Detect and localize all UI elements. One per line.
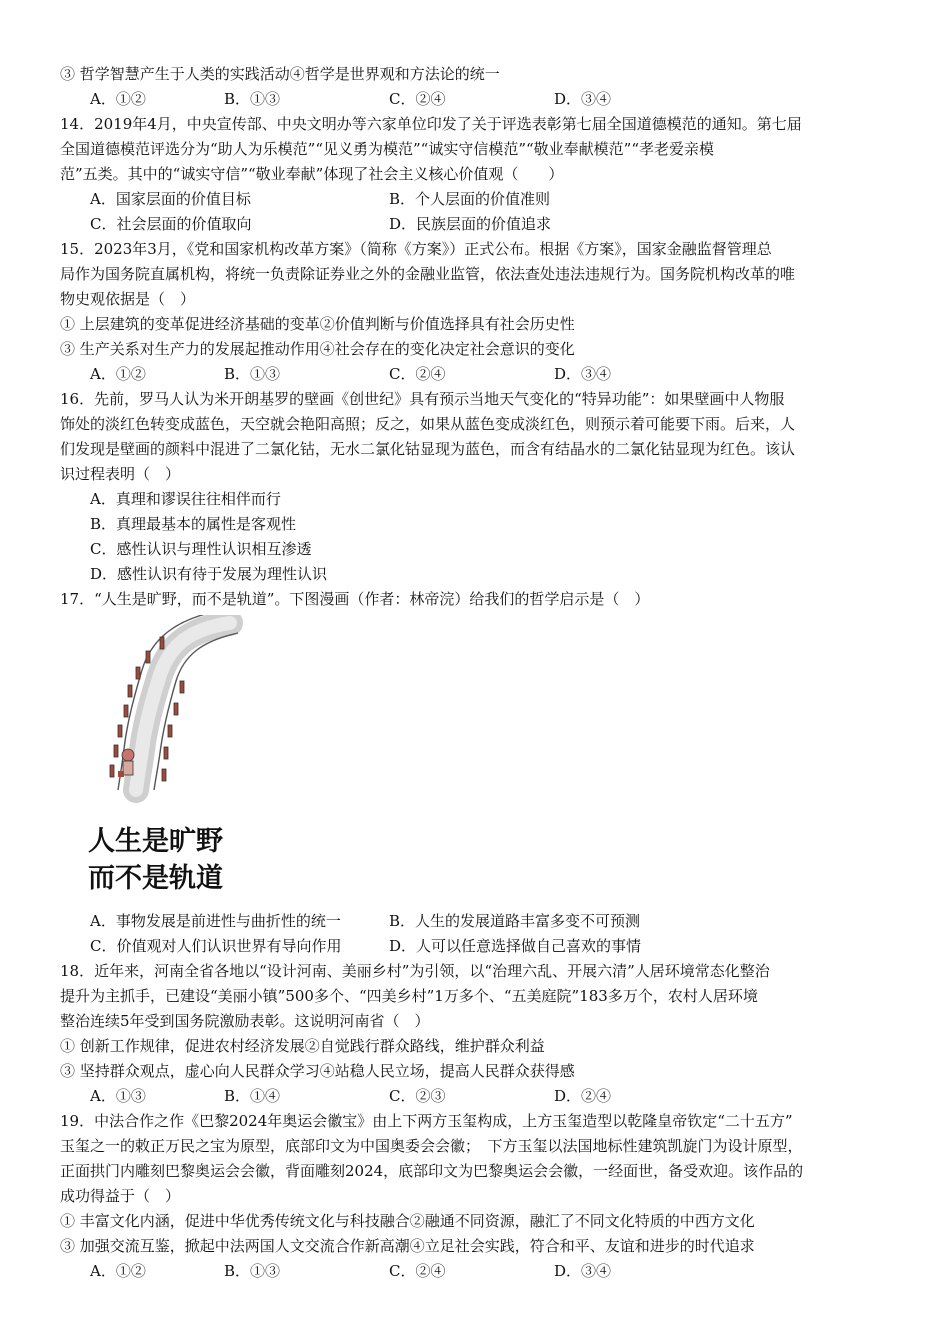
q17-options-row2	[0, 934, 950, 959]
q13-options	[0, 87, 950, 112]
q19-option-d[interactable]: D．③④	[554, 1262, 612, 1280]
q15-statement-line: ① 上层建筑的变革促进经济基础的变革②价值判断与价值选择具有社会历史性	[60, 315, 575, 333]
q17-option-a[interactable]: A．事物发展是前进性与曲折性的统一	[90, 912, 341, 930]
q15-option-d[interactable]: D．③④	[554, 365, 612, 383]
q14-option-d[interactable]: D．民族层面的价值追求	[389, 215, 552, 233]
q15-options	[0, 362, 950, 387]
figure-body	[123, 761, 133, 775]
q14-options-row2	[0, 212, 950, 237]
q18-option-d[interactable]: D．②④	[554, 1087, 612, 1105]
q15-option-b[interactable]: B．①③	[224, 365, 281, 383]
q18-stem-line: 整治连续5年受到国务院激励表彰。这说明河南省（ ）	[60, 1012, 430, 1030]
q16-stem-line: 饰处的淡红色转变成蓝色，天空就会艳阳高照；反之，如果从蓝色变成淡红色，则预示着可能要下雨。后来，人	[60, 415, 796, 433]
q13-option-d[interactable]: D．③④	[554, 90, 612, 108]
cartoon-caption-line2: 而不是轨道	[88, 863, 223, 894]
q14-options-row1	[0, 187, 950, 212]
q18-statement-line: ③ 坚持群众观点，虚心向人民群众学习④站稳人民立场，提高人民群众获得感	[60, 1062, 575, 1080]
q17-options-row1	[0, 909, 950, 934]
q14-option-a[interactable]: A．国家层面的价值目标	[90, 190, 251, 208]
q17-option-b[interactable]: B．人生的发展道路丰富多变不可预测	[389, 912, 641, 930]
q17-option-d[interactable]: D．人可以任意选择做自己喜欢的事情	[389, 937, 642, 955]
q19-stem-line: 正面拱门内雕刻巴黎奥运会会徽，背面雕刻2024，底部印文为巴黎奥运会会徽，一经面世，备受欢迎。该作品的	[60, 1162, 804, 1180]
q18-statement-line: ① 创新工作规律，促进农村经济发展②自觉践行群众路线，维护群众利益	[60, 1037, 545, 1055]
cartoon-illustration	[70, 615, 300, 905]
q18-option-c[interactable]: C．②③	[389, 1087, 446, 1105]
q19-stem-line: 19．中法合作之作《巴黎2024年奥运会徽宝》由上下两方玉玺构成，上方玉玺造型以乾隆皇帝钦定“二十五方”	[60, 1112, 793, 1130]
q17-stem-line: 17．“人生是旷野，而不是轨道”。下图漫画（作者：林帝浣）给我们的哲学启示是（ ）	[60, 590, 650, 608]
q15-option-a[interactable]: A．①②	[90, 365, 146, 383]
q14-stem-line: 范”五类。其中的“诚实守信”“敬业奉献”体现了社会主义核心价值观（ ）	[60, 165, 564, 183]
q14-stem-line: 14．2019年4月，中央宣传部、中央文明办等六家单位印发了关于评选表彰第七届全国道德模范的通知。第七届	[60, 115, 802, 133]
q13-option-a[interactable]: A．①②	[90, 90, 146, 108]
q19-stem-line: 玉玺之一的敕正万民之宝为原型，底部印文为中国奥委会会徽； 下方玉玺以法国地标性建筑凯旋门为设计原型，	[60, 1137, 803, 1155]
q16-option-a[interactable]: A．真理和谬误往往相伴而行	[90, 490, 281, 508]
q16-option-c[interactable]: C．感性认识与理性认识相互渗透	[90, 540, 312, 558]
q19-option-b[interactable]: B．①③	[224, 1262, 281, 1280]
q19-option-c[interactable]: C．②④	[389, 1262, 446, 1280]
q13-option-c[interactable]: C．②④	[389, 90, 446, 108]
q19-option-a[interactable]: A．①②	[90, 1262, 146, 1280]
q19-stem-line: 成功得益于（ ）	[60, 1187, 181, 1205]
q18-options	[0, 1084, 950, 1109]
q16-option-b[interactable]: B．真理最基本的属性是客观性	[90, 515, 297, 533]
q16-stem-line: 们发现是壁画的颜料中混进了二氯化钴，无水二氯化钴显现为蓝色，而含有结晶水的二氯化钴显现为红色。该认	[60, 440, 796, 458]
q19-options	[0, 1259, 950, 1284]
q16-stem-line: 16．先前，罗马人认为米开朗基罗的壁画《创世纪》具有预示当地天气变化的“特异功能”：如果壁画中人物服	[60, 390, 785, 408]
q17-option-c[interactable]: C．价值观对人们认识世界有导向作用	[90, 937, 342, 955]
q13-option-b[interactable]: B．①③	[224, 90, 281, 108]
q15-statement-line: ③ 生产关系对生产力的发展起推动作用④社会存在的变化决定社会意识的变化	[60, 340, 575, 358]
q15-stem-line: 物史观依据是（ ）	[60, 290, 196, 308]
q16-option-d[interactable]: D．感性认识有待于发展为理性认识	[90, 565, 328, 583]
q19-statement-line: ① 丰富文化内涵，促进中华优秀传统文化与科技融合②融通不同资源，融汇了不同文化特质的中西方文化	[60, 1212, 755, 1230]
q18-stem-line: 提升为主抓手，已建设“美丽小镇”500多个、“四美乡村”1万多个、“五美庭院”183多万个，农村人居环境	[60, 987, 758, 1005]
q16-stem-line: 识过程表明（ ）	[60, 465, 181, 483]
q18-option-a[interactable]: A．①③	[90, 1087, 146, 1105]
q18-option-b[interactable]: B．①④	[224, 1087, 281, 1105]
q15-option-c[interactable]: C．②④	[389, 365, 446, 383]
q13-statement-line: ③ 哲学智慧产生于人类的实践活动④哲学是世界观和方法论的统一	[60, 65, 500, 83]
q14-stem-line: 全国道德模范评选分为“助人为乐模范”“见义勇为模范”“诚实守信模范”“敬业奉献模范”“孝老爱亲模	[60, 140, 715, 158]
q14-option-c[interactable]: C．社会层面的价值取向	[90, 215, 252, 233]
q15-stem-line: 局作为国务院直属机构，将统一负责除证券业之外的金融业监管，依法查处违法违规行为。国务院机构改革的唯	[60, 265, 796, 283]
q15-stem-line: 15．2023年3月，《党和国家机构改革方案》（简称《方案》）正式公布。根据《方案》，国家金融监督管理总	[60, 240, 772, 258]
q14-option-b[interactable]: B．个人层面的价值准则	[389, 190, 551, 208]
cartoon-caption-line1: 人生是旷野	[88, 826, 223, 857]
q19-statement-line: ③ 加强交流互鉴，掀起中法两国人文交流合作新高潮④立足社会实践，符合和平、友谊和进步的时代追求	[60, 1237, 755, 1255]
figure-head	[122, 749, 134, 761]
figure-bag	[118, 771, 124, 777]
q18-stem-line: 18．近年来，河南全省各地以“设计河南、美丽乡村”为引领，以“治理六乱、开展六清”人居环境常态化整治	[60, 962, 770, 980]
